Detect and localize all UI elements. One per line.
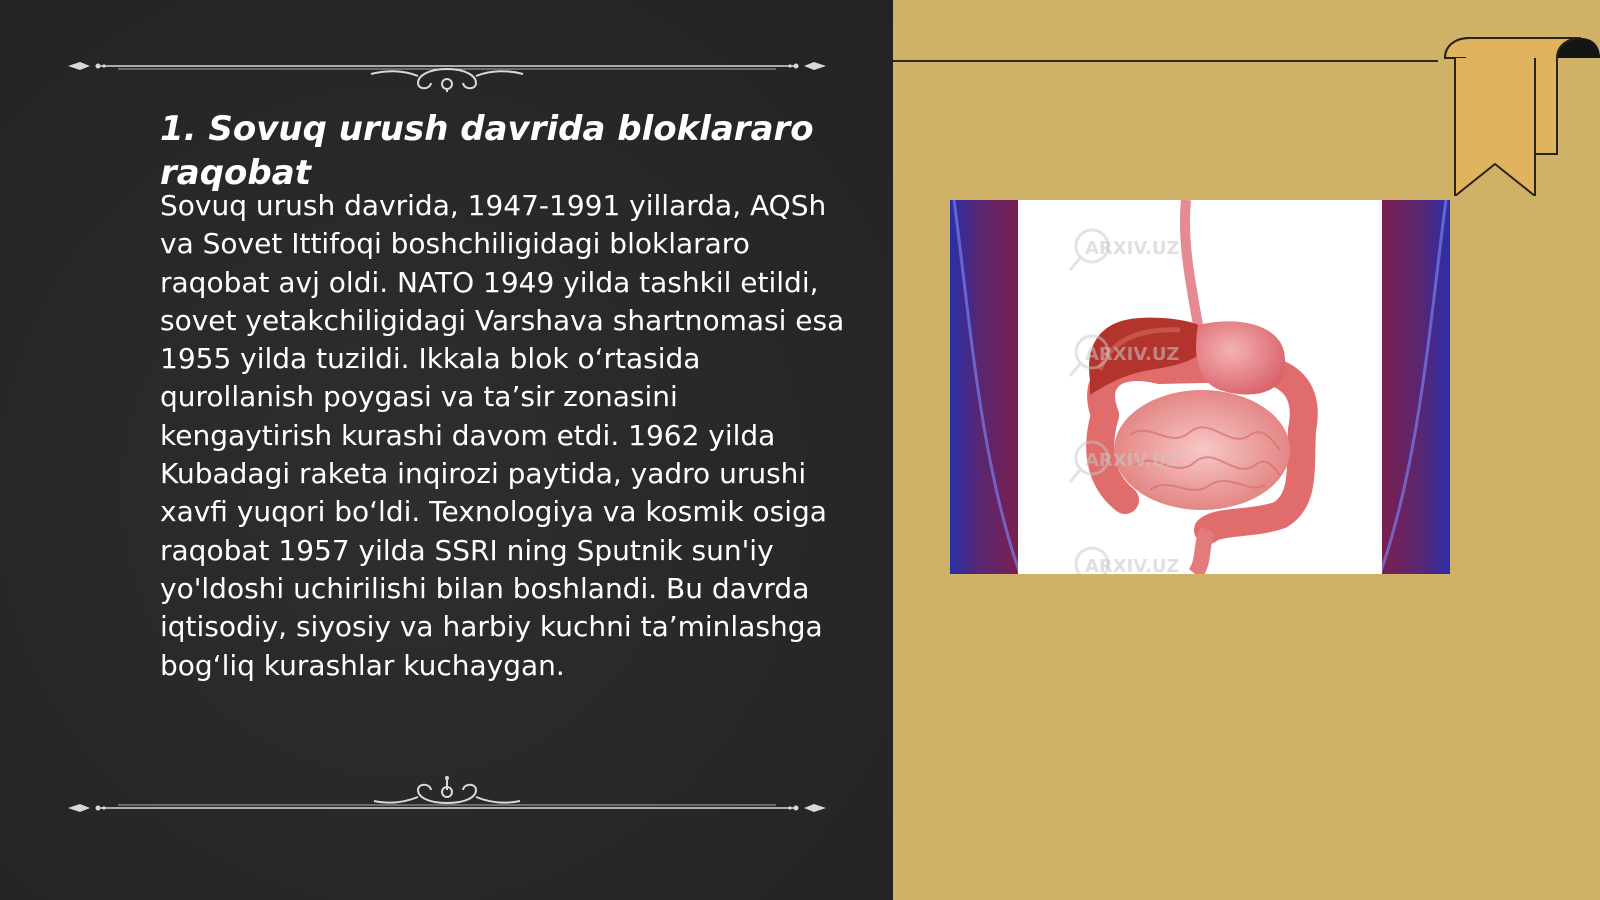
digestive-system-image (950, 200, 1450, 574)
watermark-text: ARXIV.UZ (1085, 450, 1180, 471)
bottom-ornament-divider (68, 770, 826, 820)
slide-title: 1. Sovuq urush davrida bloklararo raqobat (160, 109, 814, 193)
slide-body-text: Sovuq urush davrida, 1947-1991 yillarda, AQSh va Sovet Ittifoqi boshchiligidagi bloklararo raqobat avj oldi. NATO 1949 yilda tashkil etildi, sovet yetakchiligidagi Varshava shartnomasi esa 1955 yilda tuzildi. Ikkala blok o‘rtasida qurollanish poygasi va ta’sir zonasini kengaytirish kurashi davom etdi. 1962 yilda Kubadagi raketa inqirozi paytida, yadro urushi xavfi yuqori bo‘ldi. Texnologiya va kosmik osiga raqobat 1957 yilda SSRI ning Sputnik sun'iy yo'ldoshi uchirilishi bilan boshlandi. Bu davrda iqtisodiy, siyosiy va harbiy kuchni ta’minlashga bog‘liq kurashlar kuchaygan. (160, 189, 845, 682)
watermark-text: ARXIV.UZ (1085, 238, 1180, 259)
watermark-text: ARXIV.UZ (1085, 344, 1180, 365)
watermark-text: ARXIV.UZ (1085, 556, 1180, 574)
top-ornament-divider (68, 42, 826, 92)
bookmark-ribbon (1435, 36, 1600, 196)
divider-line (893, 60, 1438, 62)
